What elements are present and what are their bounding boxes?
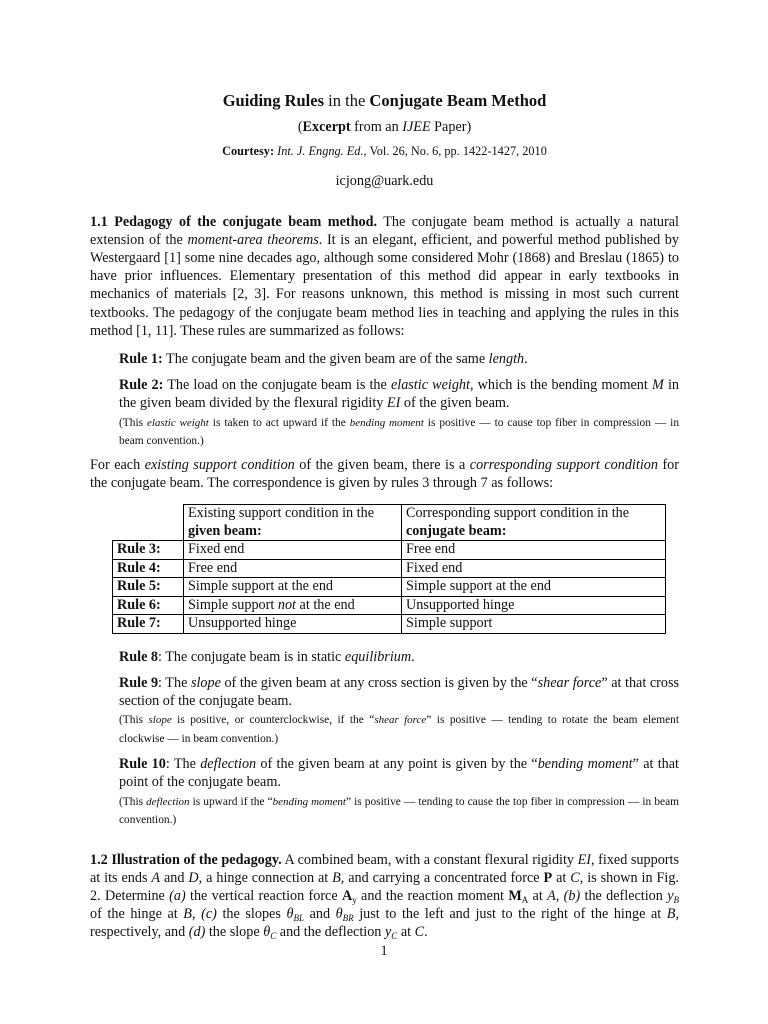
table-corner-cell [113, 505, 184, 541]
rule-2: Rule 2: The load on the conjugate beam is the elastic weight, which is the bending moment M in the given beam divided by the flexural rigidity EI of the given beam. (This elastic weight is taken to act upward if the bending moment is positive — to cause top fiber in compression — in beam convention.) [119, 377, 680, 448]
section-2-heading: 1.2 Illustration of the pedagogy. [90, 851, 282, 868]
section-1-heading: 1.1 Pedagogy of the conjugate beam method. [90, 213, 378, 230]
table-row: Rule 7: Unsupported hinge Simple support [113, 615, 666, 634]
rule-10: Rule 10: The deflection of the given beam at any point is given by the “bending moment” at that point of the conjugate beam. (This deflection is upward if the “bending moment” is positive — tending to cause the top fiber in compression — in beam convention.) [119, 756, 679, 827]
rule-9: Rule 9: The slope of the given beam at any cross section is given by the “shear force” at that cross section of the conjugate beam. (This slope is positive, or counterclockwise, if the “shear force” is positive — tending to rotate the beam element clockwise — in beam convention.) [119, 674, 680, 745]
table-row: Rule 3: Fixed end Free end [113, 541, 666, 560]
rule-1: Rule 1: The conjugate beam and the given beam are of the same length. [119, 351, 528, 368]
table-header-given: Existing support condition in the given beam: [184, 505, 402, 541]
support-correspondence-table [112, 504, 666, 634]
table-header-row [113, 505, 666, 541]
table-row: Rule 5: Simple support at the end Simple support at the end [113, 578, 666, 597]
courtesy-line: Courtesy: Int. J. Engng. Ed., Vol. 26, No. 6, pp. 1422-1427, 2010 [222, 144, 547, 159]
table-row: Rule 4: Free end Fixed end [113, 559, 666, 578]
rule-9-note: (This slope is positive, or counterclockwise, if the “shear force” is positive — tending to rotate the beam element clockwise — in beam convention.) [119, 714, 679, 745]
rule-10-note: (This deflection is upward if the “bending moment” is positive — tending to cause the top fiber in compression — in beam convention.) [119, 795, 679, 827]
support-condition-paragraph: For each existing support condition of the given beam, there is a corresponding support condition for the conjugate beam. The correspondence is given by rules 3 through 7 as follows: [90, 456, 679, 491]
table-header-conjugate: Corresponding support condition in the conjugate beam: [402, 505, 666, 541]
section-1-paragraph: 1.1 Pedagogy of the conjugate beam method. The conjugate beam method is actually a natural extension of the moment-area theorems. It is an elegant, efficient, and powerful method published by Westergaard [1] some nine decades ago, although some considered Mohr (1868) and Breslau (1865) to have prior influences. Elementary presentation of this method did appear in early textbooks in mechanics of materials [2, 3]. For reasons unknown, this method is missing in most such current textbooks. The pedagogy of the conjugate beam method lies in teaching and applying the rules in this method [1, 11]. These rules are summarized as follows: [90, 213, 679, 339]
rule-2-note: (This elastic weight is taken to act upward if the bending moment is positive — to cause top fiber in compression — in beam convention.) [119, 416, 680, 448]
table-cell: Simple support not at the end [184, 596, 402, 615]
rule-8: Rule 8: The conjugate beam is in static equilibrium. [119, 648, 415, 665]
document-subtitle: (Excerpt from an IJEE Paper) [297, 119, 472, 135]
author-email: icjong@uark.edu [335, 173, 434, 190]
table-row: Rule 6: Simple support not at the end Unsupported hinge [113, 596, 666, 615]
page-number: 1 [380, 943, 388, 959]
document-page [90, 92, 679, 942]
section-2-paragraph: 1.2 Illustration of the pedagogy. A combined beam, with a constant flexural rigidity EI, fixed supports at its ends A and D, a hinge connection at B, and carrying a concentrated force P at C, is shown in Fig. 2. Determine (a) the vertical reaction force $A_y$ and the reaction moment $M_A$ at A, (b) the deflection $y_B$ of the hinge at B, (c) the slopes $\theta_{BL}$ and $\theta_{BR}$ just to the left and just to the right of the hinge at B, respectively, and (d) the slope $\theta_C$ and the deflection $y_C$ at C. [90, 851, 680, 942]
document-title: Guiding Rules in the Conjugate Beam Method [222, 91, 547, 110]
